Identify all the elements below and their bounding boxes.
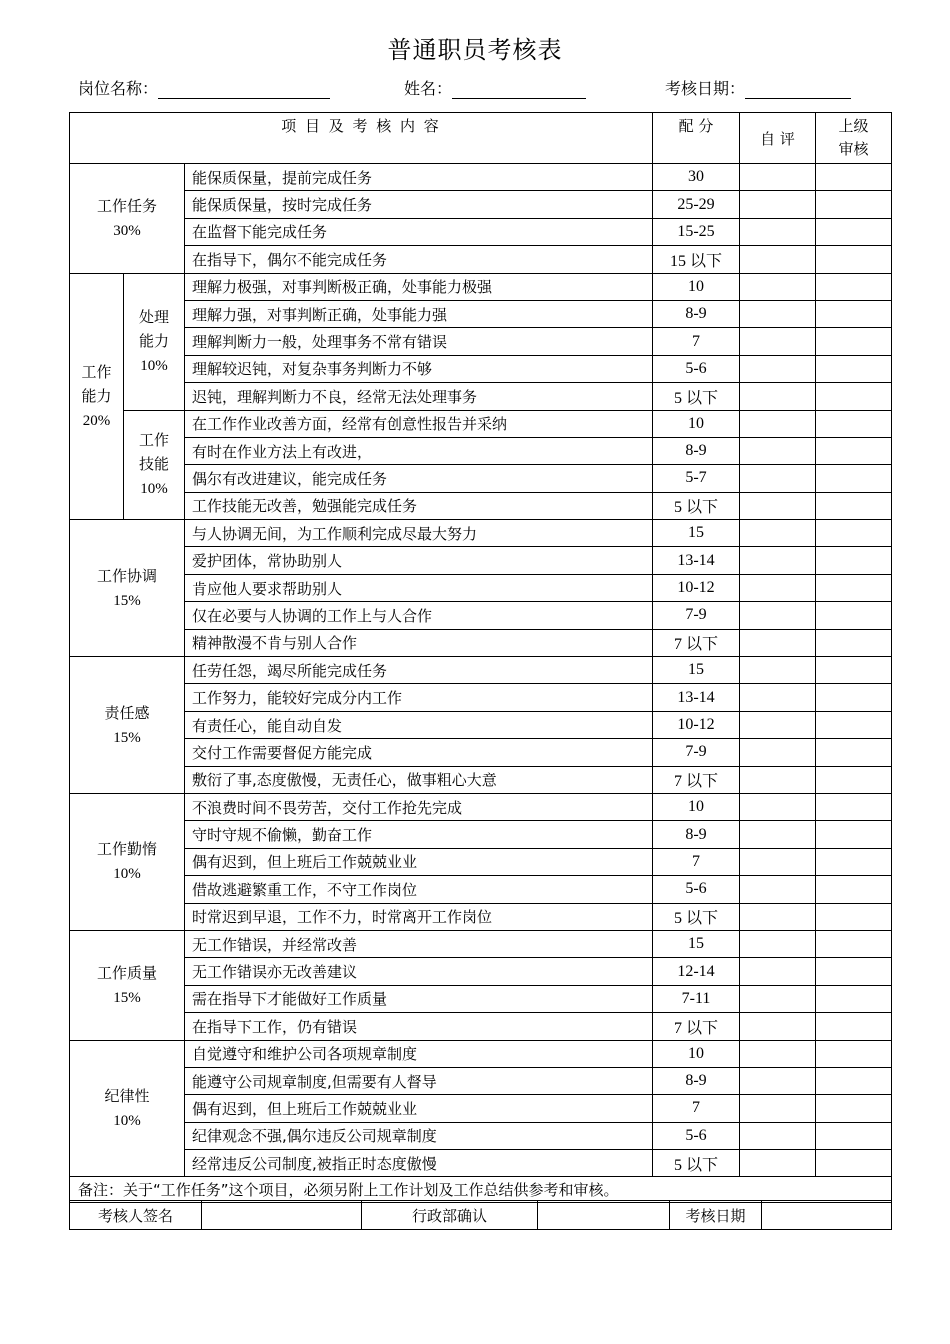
table-row — [70, 383, 892, 410]
superior-review-cell[interactable] — [816, 492, 892, 519]
self-eval-cell[interactable] — [740, 246, 816, 273]
superior-review-cell[interactable] — [816, 383, 892, 410]
criterion-score: 15 — [653, 930, 740, 957]
self-eval-cell[interactable] — [740, 547, 816, 574]
criterion-score: 10-12 — [653, 574, 740, 601]
criterion-score: 10 — [653, 273, 740, 300]
superior-review-cell[interactable] — [816, 273, 892, 300]
criterion-text: 理解较迟钝，对复杂事务判断力不够 — [185, 355, 653, 382]
self-eval-cell[interactable] — [740, 465, 816, 492]
self-eval-cell[interactable] — [740, 355, 816, 382]
category-name: 工作勤惰 — [96, 840, 157, 859]
criterion-text: 能保质保量，提前完成任务 — [185, 164, 653, 191]
table-row — [70, 300, 892, 327]
criterion-text: 在工作作业改善方面，经常有创意性报告并采纳 — [185, 410, 653, 437]
criterion-score: 13-14 — [653, 684, 740, 711]
subcategory-cell — [124, 410, 185, 520]
name-label: 姓名： — [404, 79, 453, 98]
table-row — [70, 1150, 892, 1177]
superior-review-cell[interactable] — [816, 164, 892, 191]
subcategory-name-line2: 能力 — [138, 332, 169, 351]
date-label: 考核日期： — [665, 79, 746, 98]
superior-review-cell[interactable] — [816, 684, 892, 711]
criterion-score: 8-9 — [653, 821, 740, 848]
category-weight: 15% — [113, 592, 141, 609]
position-label: 岗位名称： — [78, 79, 159, 98]
self-eval-cell[interactable] — [740, 300, 816, 327]
self-eval-cell[interactable] — [740, 629, 816, 656]
subcategory-name-line1: 工作 — [138, 431, 169, 450]
date-input-line[interactable] — [745, 80, 851, 99]
self-eval-cell[interactable] — [740, 218, 816, 245]
self-eval-cell[interactable] — [740, 191, 816, 218]
criterion-text: 自觉遵守和维护公司各项规章制度 — [185, 1040, 653, 1067]
superior-review-cell[interactable] — [816, 903, 892, 930]
subcategory-name-line1: 处理 — [138, 308, 169, 327]
table-row — [70, 191, 892, 218]
superior-review-cell[interactable] — [816, 766, 892, 793]
criterion-text: 无工作错误亦无改善建议 — [185, 958, 653, 985]
table-row — [70, 520, 892, 547]
criterion-score: 15 — [653, 657, 740, 684]
superior-review-cell[interactable] — [816, 1122, 892, 1149]
criterion-text: 在指导下工作，仍有错误 — [185, 1013, 653, 1040]
criterion-text: 需在指导下才能做好工作质量 — [185, 985, 653, 1012]
superior-review-cell[interactable] — [816, 191, 892, 218]
category-cell — [70, 657, 185, 794]
self-eval-cell[interactable] — [740, 766, 816, 793]
superior-review-cell[interactable] — [816, 410, 892, 437]
superior-review-cell[interactable] — [816, 657, 892, 684]
criterion-score: 5 以下 — [653, 492, 740, 519]
criterion-score: 7 — [653, 848, 740, 875]
superior-review-cell[interactable] — [816, 574, 892, 601]
criterion-text: 不浪费时间不畏劳苦，交付工作抢先完成 — [185, 793, 653, 820]
criterion-text: 理解判断力一般，处理事务不常有错误 — [185, 328, 653, 355]
superior-review-cell[interactable] — [816, 848, 892, 875]
self-eval-cell[interactable] — [740, 492, 816, 519]
criterion-text: 经常违反公司制度,被指正时态度傲慢 — [185, 1150, 653, 1177]
criterion-text: 无工作错误，并经常改善 — [185, 930, 653, 957]
superior-review-cell[interactable] — [816, 1013, 892, 1040]
criterion-score: 5-6 — [653, 876, 740, 903]
category-cell — [70, 1040, 185, 1177]
self-eval-cell[interactable] — [740, 1095, 816, 1122]
superior-review-cell[interactable] — [816, 1067, 892, 1094]
criterion-text: 理解力极强，对事判断极正确，处事能力极强 — [185, 273, 653, 300]
self-eval-cell[interactable] — [740, 1013, 816, 1040]
col-header-superior — [816, 113, 892, 164]
criterion-score: 15 — [653, 520, 740, 547]
self-eval-cell[interactable] — [740, 958, 816, 985]
table-row — [70, 547, 892, 574]
name-input-line[interactable] — [452, 80, 586, 99]
criterion-score: 7 以下 — [653, 766, 740, 793]
criterion-score: 5-6 — [653, 1122, 740, 1149]
criterion-score: 25-29 — [653, 191, 740, 218]
signature-table — [69, 1200, 892, 1230]
category-cell — [70, 164, 185, 274]
table-row — [70, 1095, 892, 1122]
self-eval-cell[interactable] — [740, 273, 816, 300]
criterion-text: 理解力强，对事判断正确，处事能力强 — [185, 300, 653, 327]
criterion-score: 7-9 — [653, 739, 740, 766]
criterion-score: 7-9 — [653, 602, 740, 629]
category-weight: 10% — [113, 866, 141, 883]
superior-review-cell[interactable] — [816, 246, 892, 273]
review-date-cell[interactable] — [762, 1201, 892, 1230]
superior-review-cell[interactable] — [816, 300, 892, 327]
criterion-score: 5 以下 — [653, 383, 740, 410]
table-row — [70, 465, 892, 492]
category-weight: 20% — [82, 412, 111, 429]
criterion-text: 爱护团体，常协助别人 — [185, 547, 653, 574]
signature-row — [70, 1201, 892, 1230]
criterion-score: 5-7 — [653, 465, 740, 492]
category-weight: 30% — [113, 222, 141, 239]
self-eval-cell[interactable] — [740, 437, 816, 464]
criterion-text: 肯应他人要求帮助别人 — [185, 574, 653, 601]
name-field — [404, 76, 586, 99]
category-weight: 15% — [113, 989, 141, 1006]
subcategory-weight: 10% — [140, 481, 168, 498]
superior-review-cell[interactable] — [816, 465, 892, 492]
superior-review-cell[interactable] — [816, 1040, 892, 1067]
self-eval-cell[interactable] — [740, 903, 816, 930]
category-name: 责任感 — [104, 703, 150, 722]
criterion-score: 7-11 — [653, 985, 740, 1012]
table-row — [70, 246, 892, 273]
superior-review-cell[interactable] — [816, 985, 892, 1012]
criterion-score: 30 — [653, 164, 740, 191]
criterion-score: 10 — [653, 1040, 740, 1067]
criterion-text: 守时守规不偷懒，勤奋工作 — [185, 821, 653, 848]
category-name-line1: 工作 — [81, 362, 112, 381]
superior-review-cell[interactable] — [816, 437, 892, 464]
superior-review-cell[interactable] — [816, 821, 892, 848]
criterion-text: 能保质保量，按时完成任务 — [185, 191, 653, 218]
self-eval-cell[interactable] — [740, 793, 816, 820]
col-header-superior-line1: 上级 — [838, 117, 869, 135]
table-row — [70, 492, 892, 519]
table-row — [70, 821, 892, 848]
superior-review-cell[interactable] — [816, 739, 892, 766]
superior-review-cell[interactable] — [816, 711, 892, 738]
table-row — [70, 328, 892, 355]
criterion-text: 交付工作需要督促方能完成 — [185, 739, 653, 766]
criterion-score: 8-9 — [653, 437, 740, 464]
criterion-text: 借故逃避繁重工作，不守工作岗位 — [185, 876, 653, 903]
criterion-text: 工作努力，能较好完成分内工作 — [185, 684, 653, 711]
table-row — [70, 629, 892, 656]
criterion-text: 有时在作业方法上有改进， — [185, 437, 653, 464]
table-row — [70, 903, 892, 930]
self-eval-cell[interactable] — [740, 602, 816, 629]
table-row — [70, 410, 892, 437]
table-row — [70, 958, 892, 985]
superior-review-cell[interactable] — [816, 930, 892, 957]
criterion-score: 7 以下 — [653, 629, 740, 656]
criterion-text: 精神散漫不肯与别人合作 — [185, 629, 653, 656]
category-cell — [70, 520, 185, 657]
table-row — [70, 1013, 892, 1040]
table-row — [70, 684, 892, 711]
self-eval-cell[interactable] — [740, 684, 816, 711]
criterion-score: 7 — [653, 1095, 740, 1122]
criterion-score: 7 — [653, 328, 740, 355]
category-name-line2: 能力 — [81, 386, 112, 405]
self-eval-cell[interactable] — [740, 848, 816, 875]
table-row — [70, 273, 892, 300]
criterion-score: 15-25 — [653, 218, 740, 245]
criterion-score: 5 以下 — [653, 903, 740, 930]
superior-review-cell[interactable] — [816, 1150, 892, 1177]
subcategory-weight: 10% — [140, 358, 168, 375]
self-eval-cell[interactable] — [740, 1040, 816, 1067]
superior-review-cell[interactable] — [816, 328, 892, 355]
evaluation-table — [69, 112, 892, 1203]
superior-review-cell[interactable] — [816, 547, 892, 574]
table-row — [70, 164, 892, 191]
category-weight: 10% — [113, 1112, 141, 1129]
self-eval-cell[interactable] — [740, 383, 816, 410]
criterion-text: 偶尔有改进建议，能完成任务 — [185, 465, 653, 492]
criterion-score: 10 — [653, 410, 740, 437]
superior-review-cell[interactable] — [816, 218, 892, 245]
table-row — [70, 848, 892, 875]
self-eval-cell[interactable] — [740, 876, 816, 903]
self-eval-cell[interactable] — [740, 1150, 816, 1177]
examiner-signature-cell[interactable] — [202, 1201, 362, 1230]
self-eval-cell[interactable] — [740, 1067, 816, 1094]
self-eval-cell[interactable] — [740, 985, 816, 1012]
self-eval-cell[interactable] — [740, 657, 816, 684]
table-row — [70, 766, 892, 793]
examiner-signature-label: 考核人签名 — [70, 1201, 202, 1230]
criterion-text: 任劳任怨，竭尽所能完成任务 — [185, 657, 653, 684]
self-eval-cell[interactable] — [740, 164, 816, 191]
position-input-line[interactable] — [158, 80, 330, 99]
criterion-score: 5-6 — [653, 355, 740, 382]
superior-review-cell[interactable] — [816, 602, 892, 629]
superior-review-cell[interactable] — [816, 520, 892, 547]
admin-confirm-cell[interactable] — [538, 1201, 670, 1230]
criterion-score: 13-14 — [653, 547, 740, 574]
criterion-score: 10-12 — [653, 711, 740, 738]
self-eval-cell[interactable] — [740, 410, 816, 437]
self-eval-cell[interactable] — [740, 520, 816, 547]
self-eval-cell[interactable] — [740, 1122, 816, 1149]
category-name: 工作任务 — [96, 196, 157, 215]
criterion-score: 8-9 — [653, 300, 740, 327]
table-row — [70, 1122, 892, 1149]
criterion-score: 12-14 — [653, 958, 740, 985]
criterion-score: 8-9 — [653, 1067, 740, 1094]
admin-confirm-label: 行政部确认 — [362, 1201, 538, 1230]
superior-review-cell[interactable] — [816, 793, 892, 820]
self-eval-cell[interactable] — [740, 930, 816, 957]
self-eval-cell[interactable] — [740, 574, 816, 601]
table-row — [70, 1040, 892, 1067]
date-field — [665, 76, 851, 99]
category-cell — [70, 273, 124, 520]
form-title: 普通职员考核表 — [387, 36, 563, 64]
criterion-text: 在指导下，偶尔不能完成任务 — [185, 246, 653, 273]
table-row — [70, 602, 892, 629]
table-row — [70, 793, 892, 820]
category-name: 工作协调 — [96, 566, 157, 585]
criterion-score: 5 以下 — [653, 1150, 740, 1177]
criterion-text: 时常迟到早退，工作不力，时常离开工作岗位 — [185, 903, 653, 930]
table-row — [70, 739, 892, 766]
criterion-score: 15 以下 — [653, 246, 740, 273]
superior-review-cell[interactable] — [816, 629, 892, 656]
table-row — [70, 711, 892, 738]
col-header-score: 配 分 — [653, 113, 740, 164]
col-header-self: 自 评 — [740, 113, 816, 164]
superior-review-cell[interactable] — [816, 876, 892, 903]
criterion-text: 与人协调无间，为工作顺利完成尽最大努力 — [185, 520, 653, 547]
criterion-text: 纪律观念不强,偶尔违反公司规章制度 — [185, 1122, 653, 1149]
criterion-text: 工作技能无改善，勉强能完成任务 — [185, 492, 653, 519]
col-header-superior-line2: 审核 — [838, 140, 869, 158]
table-row — [70, 355, 892, 382]
category-name: 纪律性 — [104, 1086, 150, 1105]
criterion-text: 迟钝，理解判断力不良，经常无法处理事务 — [185, 383, 653, 410]
table-row — [70, 930, 892, 957]
table-row — [70, 1067, 892, 1094]
criterion-text: 有责任心，能自动自发 — [185, 711, 653, 738]
position-field — [78, 76, 330, 99]
superior-review-cell[interactable] — [816, 355, 892, 382]
table-row — [70, 657, 892, 684]
criterion-text: 偶有迟到，但上班后工作兢兢业业 — [185, 848, 653, 875]
criterion-score: 7 以下 — [653, 1013, 740, 1040]
criterion-text: 偶有迟到，但上班后工作兢兢业业 — [185, 1095, 653, 1122]
note-text: 备注：关于“工作任务”这个项目，必须另附上工作计划及工作总结供参考和审核。 — [70, 1177, 892, 1203]
category-cell — [70, 930, 185, 1040]
subcategory-name-line2: 技能 — [138, 455, 169, 474]
self-eval-cell[interactable] — [740, 739, 816, 766]
table-row — [70, 437, 892, 464]
criterion-text: 在监督下能完成任务 — [185, 218, 653, 245]
review-date-label: 考核日期 — [670, 1201, 762, 1230]
self-eval-cell[interactable] — [740, 328, 816, 355]
table-row — [70, 574, 892, 601]
criterion-score: 10 — [653, 793, 740, 820]
self-eval-cell[interactable] — [740, 711, 816, 738]
category-cell — [70, 793, 185, 930]
table-header-row — [70, 113, 892, 164]
criterion-text: 能遵守公司规章制度,但需要有人督导 — [185, 1067, 653, 1094]
superior-review-cell[interactable] — [816, 958, 892, 985]
criterion-text: 仅在必要与人协调的工作上与人合作 — [185, 602, 653, 629]
table-row — [70, 876, 892, 903]
col-header-items: 项 目 及 考 核 内 容 — [70, 113, 653, 164]
superior-review-cell[interactable] — [816, 1095, 892, 1122]
self-eval-cell[interactable] — [740, 821, 816, 848]
criterion-text: 敷衍了事,态度傲慢，无责任心，做事粗心大意 — [185, 766, 653, 793]
category-weight: 15% — [113, 729, 141, 746]
table-row — [70, 218, 892, 245]
table-row — [70, 985, 892, 1012]
subcategory-cell — [124, 273, 185, 410]
category-name: 工作质量 — [96, 963, 157, 982]
